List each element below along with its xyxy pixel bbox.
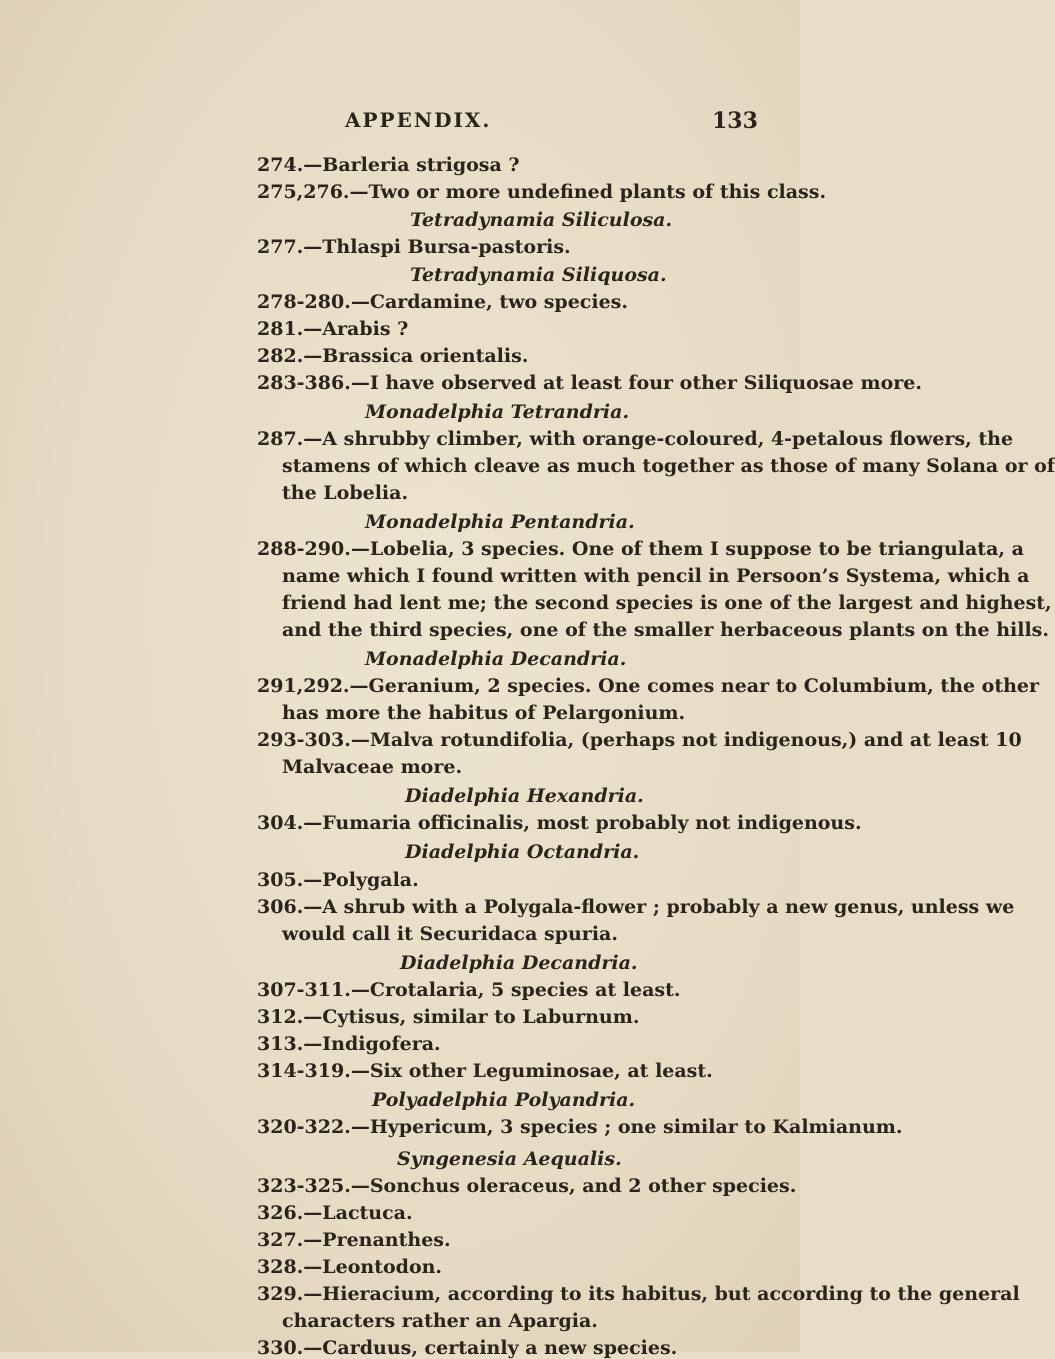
entry-line: 293-303.—Malva rotundifolia, (perhaps not indigenous,) and at least 10 bbox=[257, 729, 1022, 751]
entry-line: 307-311.—Crotalaria, 5 species at least. bbox=[257, 979, 681, 1001]
entry-line: 305.—Polygala. bbox=[257, 869, 419, 891]
entry-line: 330.—Carduus, certainly a new species. bbox=[257, 1337, 678, 1359]
entry-line: 327.—Prenanthes. bbox=[257, 1229, 451, 1251]
entry-line: 304.—Fumaria officinalis, most probably not indigenous. bbox=[257, 812, 862, 834]
section-heading: Syngenesia Aequalis. bbox=[397, 1148, 622, 1170]
section-heading: Monadelphia Tetrandria. bbox=[365, 401, 630, 423]
entry-line: 274.—Barleria strigosa ? bbox=[257, 154, 520, 176]
section-heading: Monadelphia Pentandria. bbox=[365, 511, 635, 533]
entry-line: Malvaceae more. bbox=[282, 756, 463, 778]
entry-line: characters rather an Apargia. bbox=[282, 1310, 598, 1332]
entry-line: 313.—Indigofera. bbox=[257, 1033, 441, 1055]
entry-line: 283-386.—I have observed at least four other Siliquosae more. bbox=[257, 372, 922, 394]
entry-line: 288-290.—Lobelia, 3 species. One of them I suppose to be triangulata, a bbox=[257, 538, 1024, 560]
entry-line: 287.—A shrubby climber, with orange-coloured, 4-petalous flowers, the bbox=[257, 428, 1014, 450]
entry-line: 282.—Brassica orientalis. bbox=[257, 345, 529, 367]
section-heading: Diadelphia Decandria. bbox=[400, 952, 638, 974]
page-header bbox=[0, 108, 800, 138]
entry-line: 323-325.—Sonchus oleraceus, and 2 other species. bbox=[257, 1175, 797, 1197]
section-heading: Monadelphia Decandria. bbox=[365, 648, 627, 670]
entry-line: 312.—Cytisus, similar to Laburnum. bbox=[257, 1006, 640, 1028]
entry-line: 314-319.—Six other Leguminosae, at least. bbox=[257, 1060, 713, 1082]
entry-line: 326.—Lactuca. bbox=[257, 1202, 413, 1224]
entry-line: and the third species, one of the smaller herbaceous plants on the hills. bbox=[282, 619, 1049, 641]
entry-line: has more the habitus of Pelargonium. bbox=[282, 702, 686, 724]
entry-line: 275,276.—Two or more undefined plants of this class. bbox=[257, 181, 827, 203]
section-heading: Diadelphia Octandria. bbox=[405, 841, 640, 863]
section-heading: Polyadelphia Polyandria. bbox=[372, 1089, 636, 1111]
entry-line: 291,292.—Geranium, 2 species. One comes near to Columbium, the other bbox=[257, 675, 1040, 697]
entry-line: 278-280.—Cardamine, two species. bbox=[257, 291, 628, 313]
entry-line: 329.—Hieracium, according to its habitus, but according to the general bbox=[257, 1283, 1020, 1305]
entry-line: 277.—Thlaspi Bursa-pastoris. bbox=[257, 236, 571, 258]
section-heading: Tetradynamia Siliquosa. bbox=[410, 264, 667, 286]
entry-line: 281.—Arabis ? bbox=[257, 318, 409, 340]
entry-line: name which I found written with pencil in Persoon’s Systema, which a bbox=[282, 565, 1030, 587]
entry-line: stamens of which cleave as much together as those of many Solana or of bbox=[282, 455, 1055, 477]
section-heading: Diadelphia Hexandria. bbox=[405, 785, 644, 807]
entry-line: the Lobelia. bbox=[282, 482, 409, 504]
page-number: 133 bbox=[712, 108, 758, 134]
entry-line: friend had lent me; the second species is one of the largest and highest, bbox=[282, 592, 1052, 614]
entry-line: 328.—Leontodon. bbox=[257, 1256, 443, 1278]
entry-line: 320-322.—Hypericum, 3 species ; one similar to Kalmianum. bbox=[257, 1116, 903, 1138]
entry-line: 306.—A shrub with a Polygala-flower ; probably a new genus, unless we bbox=[257, 896, 1015, 918]
entry-line: would call it Securidaca spuria. bbox=[282, 923, 618, 945]
running-head: APPENDIX. bbox=[345, 108, 492, 132]
section-heading: Tetradynamia Siliculosa. bbox=[410, 209, 673, 231]
